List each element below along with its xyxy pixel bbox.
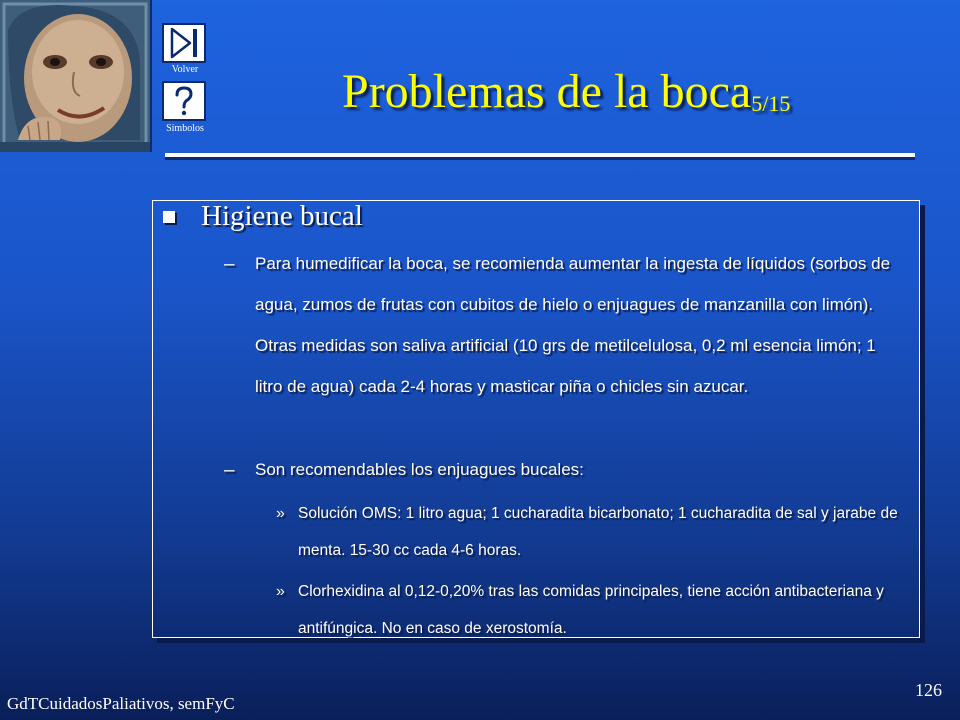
sub-list-item: Solución OMS: 1 litro agua; 1 cucharadita bicarbonato; 1 cucharadita de sal y jarabe de menta. 15-30 cc cada 4-6 horas. (298, 505, 898, 559)
sub-list-item: Clorhexidina al 0,12-0,20% tras las comidas principales, tiene acción antibacteriana y antifúngica. No en caso de xerostomía. (298, 583, 884, 637)
symbols-button[interactable] (162, 81, 206, 121)
title-underline (165, 153, 915, 157)
slide-title (342, 64, 790, 119)
section-heading-row (163, 200, 363, 233)
footer-organization: GdTCuidadosPaliativos, semFyC (7, 694, 235, 713)
raquo-bullet-icon: » (276, 505, 285, 522)
raquo-bullet-icon: » (276, 583, 285, 600)
play-triangle-icon (164, 25, 204, 61)
symbols-label: Símbolos (166, 123, 204, 134)
slide-title-text: Problemas de la boca (342, 65, 752, 118)
slide-counter: 5/15 (751, 91, 791, 116)
portrait-art (0, 0, 150, 152)
question-mark-icon (164, 83, 204, 119)
square-bullet-icon (163, 211, 175, 223)
list-item: Son recomendables los enjuagues bucales: (255, 460, 584, 479)
section-heading: Higiene bucal (201, 200, 363, 232)
back-label: Volver (171, 64, 199, 75)
dash-bullet-icon: – (224, 460, 235, 481)
page-number: 126 (915, 680, 942, 700)
list-item: Para humedificar la boca, se recomienda aumentar la ingesta de líquidos (sorbos de agua, zumos de frutas con cubitos de hielo o enjuagues de manzanilla con limón). Otras medidas son saliva artificial (10 grs de metilcelulosa, 0,2 ml esencia limón; 1 litro de agua) cada 2-4 horas y masticar piña o chicles sin azucar. (255, 254, 891, 396)
dash-bullet-icon: – (224, 254, 235, 275)
back-button[interactable] (162, 23, 206, 63)
portrait-illustration (0, 0, 152, 152)
